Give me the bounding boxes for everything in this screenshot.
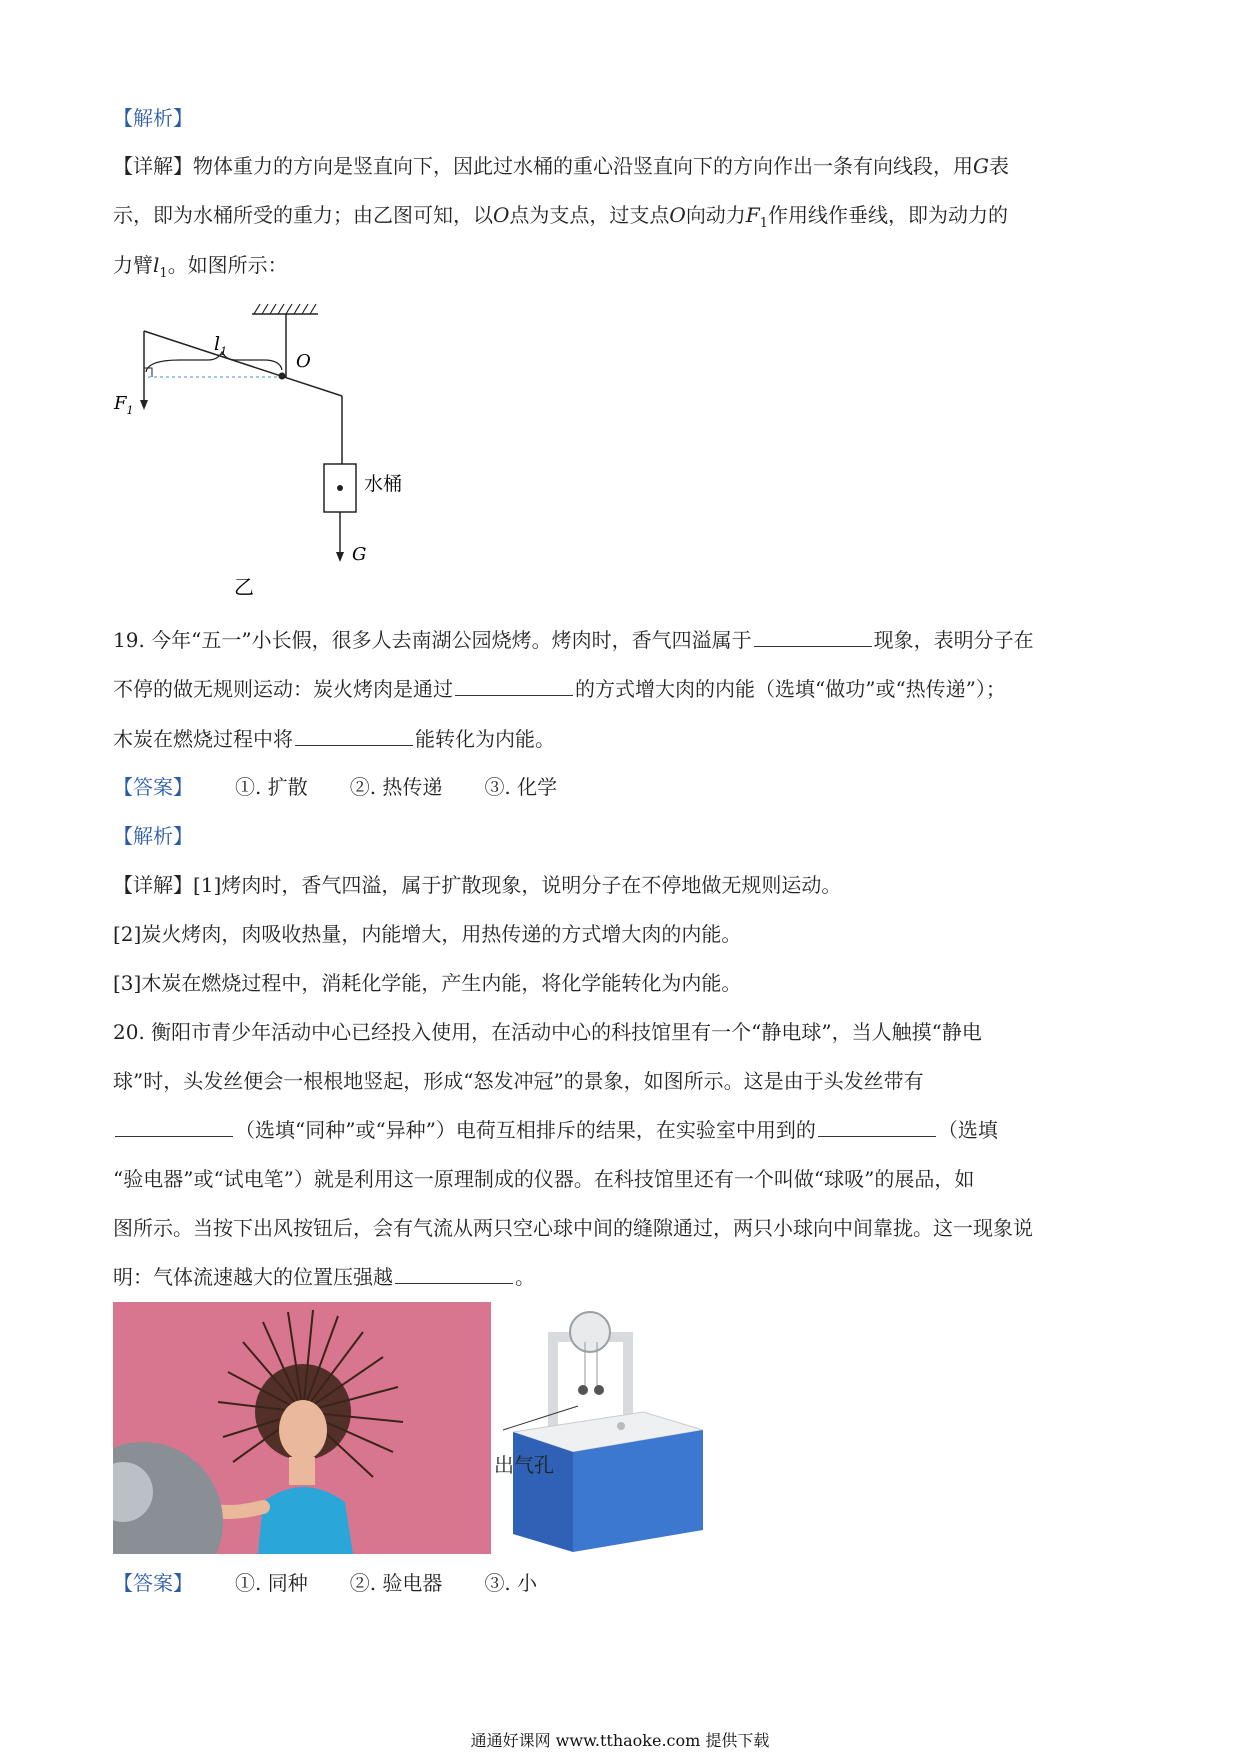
q20-text: （选填 [937,1118,998,1142]
q19-blank-1[interactable] [754,626,872,647]
pivot-point [279,373,286,380]
answer-option: ②. 验电器 [349,1571,443,1595]
q19-detail-3: [3]木炭在燃烧过程中，消耗化学能，产生内能，将化学能转化为内能。 [113,971,742,995]
detail-text: 物体重力的方向是竖直向下，因此过水桶的重心沿竖直向下的方向作出一条有向线段，用 [193,154,973,178]
gravity-arrowhead [336,552,344,562]
q20-answer [113,1568,537,1598]
symbol-l: l [153,253,160,277]
q19-text: 能转化为内能。 [415,727,555,751]
q19-text: 不停的做无规则运动：炭火烤肉是通过 [113,677,453,701]
detail-line-2 [113,200,1008,239]
lever-bar [144,331,342,396]
q20-blank-1[interactable] [115,1116,233,1137]
answer-option: ①. 同种 [235,1571,308,1595]
q19-detail-1 [113,870,841,900]
q20-line-3 [113,1115,998,1145]
detail-text: 点为支点，过支点 [509,203,670,227]
answer-option: ③. 化学 [484,775,558,799]
symbol-l-sub: 1 [159,266,168,281]
label-f1: $F_1$ [114,393,134,417]
q19-text: 现象，表明分子在 [873,628,1034,652]
detail-text: 力臂 [113,253,153,277]
detail-text: [1]烤肉时，香气四溢，属于扩散现象，说明分子在不停地做无规则运动。 [193,873,842,897]
detail-line-3 [113,250,288,289]
detail-label: 【详解】 [113,873,193,897]
q20-line-4: “验电器”或“试电笔”）就是利用这一原理制成的仪器。在科技馆里还有一个叫做“球吸”的展品，如 [113,1167,975,1191]
symbol-o: O [669,203,686,227]
answer-option: ①. 扩散 [235,775,308,799]
q19-line-3 [113,724,555,754]
force-f1-arrowhead [140,400,148,410]
detail-text: 向动力 [685,203,746,227]
right-angle-mark [144,368,152,377]
q19-text: 木炭在燃烧过程中将 [113,727,293,751]
label-l1: $l_1$ [214,333,228,358]
q19-line-1 [113,625,1034,655]
answer-label: 【答案】 [113,1571,193,1595]
q19-text: 的方式增大肉的内能（选填“做功”或“热传递”）； [575,677,1006,701]
label-g: G [352,544,367,565]
q19-blank-2[interactable] [455,675,573,696]
detail-label: 【详解】 [113,154,193,178]
q20-text: （选填“同种”或“异种”）电荷互相排斥的结果，在实验室中用到的 [235,1118,816,1142]
outlet-label: 出气孔 [494,1453,554,1477]
symbol-f-sub: 1 [759,216,768,231]
page-footer: 通通好课网 www.tthaoke.com 提供下载 [470,1731,770,1750]
q20-line-2: 球”时，头发丝便会一根根地竖起，形成“怒发冲冠”的景象，如图所示。这是由于头发丝带有 [113,1069,924,1093]
detail-text: 作用线作垂线，即为动力的 [767,203,1008,227]
q19-analysis-label: 【解析】 [113,824,193,848]
q19-blank-3[interactable] [295,725,413,746]
diagram-caption: 乙 [234,575,254,599]
q20-blank-3[interactable] [395,1263,513,1284]
label-o: O [296,351,311,372]
q20-line-1: 20. 衡阳市青少年活动中心已经投入使用，在活动中心的科技馆里有一个“静电球”，当人触摸“静电 [113,1020,982,1044]
q19-line-2 [113,674,1006,704]
q20-text: 明：气体流速越大的位置压强越 [113,1265,393,1289]
answer-option: ②. 热传递 [349,775,443,799]
answer-label: 【答案】 [113,775,193,799]
detail-text: 示，即为水桶所受的重力；由乙图可知，以 [113,203,493,227]
q19-text: 19. 今年“五一”小长假，很多人去南湖公园烧烤。烤肉时，香气四溢属于 [113,628,752,652]
label-bucket: 水桶 [364,473,403,495]
symbol-o: O [493,203,510,227]
q19-detail-2: [2]炭火烤肉，肉吸收热量，内能增大，用热传递的方式增大肉的内能。 [113,922,742,946]
symbol-f: F [745,203,760,227]
q20-blank-2[interactable] [818,1116,936,1137]
detail-text: 。如图所示： [167,253,288,277]
q20-line-5: 图所示。当按下出风按钮后，会有气流从两只空心球中间的缝隙通过，两只小球向中间靠拢。这一现象说 [113,1216,1033,1240]
detail-line-1 [113,151,1009,181]
symbol-g: G [973,154,989,178]
q20-line-6 [113,1262,535,1292]
bucket-center [337,485,343,491]
q20-text: 。 [515,1265,535,1289]
q19-answer [113,772,557,802]
answer-option: ③. 小 [484,1571,538,1595]
ball-suction-photo [493,1302,775,1554]
analysis-label: 【解析】 [113,106,193,130]
detail-text: 表 [988,154,1009,178]
ceiling-hatch [254,304,316,314]
lever-diagram [100,296,420,606]
static-ball-photo [113,1302,491,1554]
